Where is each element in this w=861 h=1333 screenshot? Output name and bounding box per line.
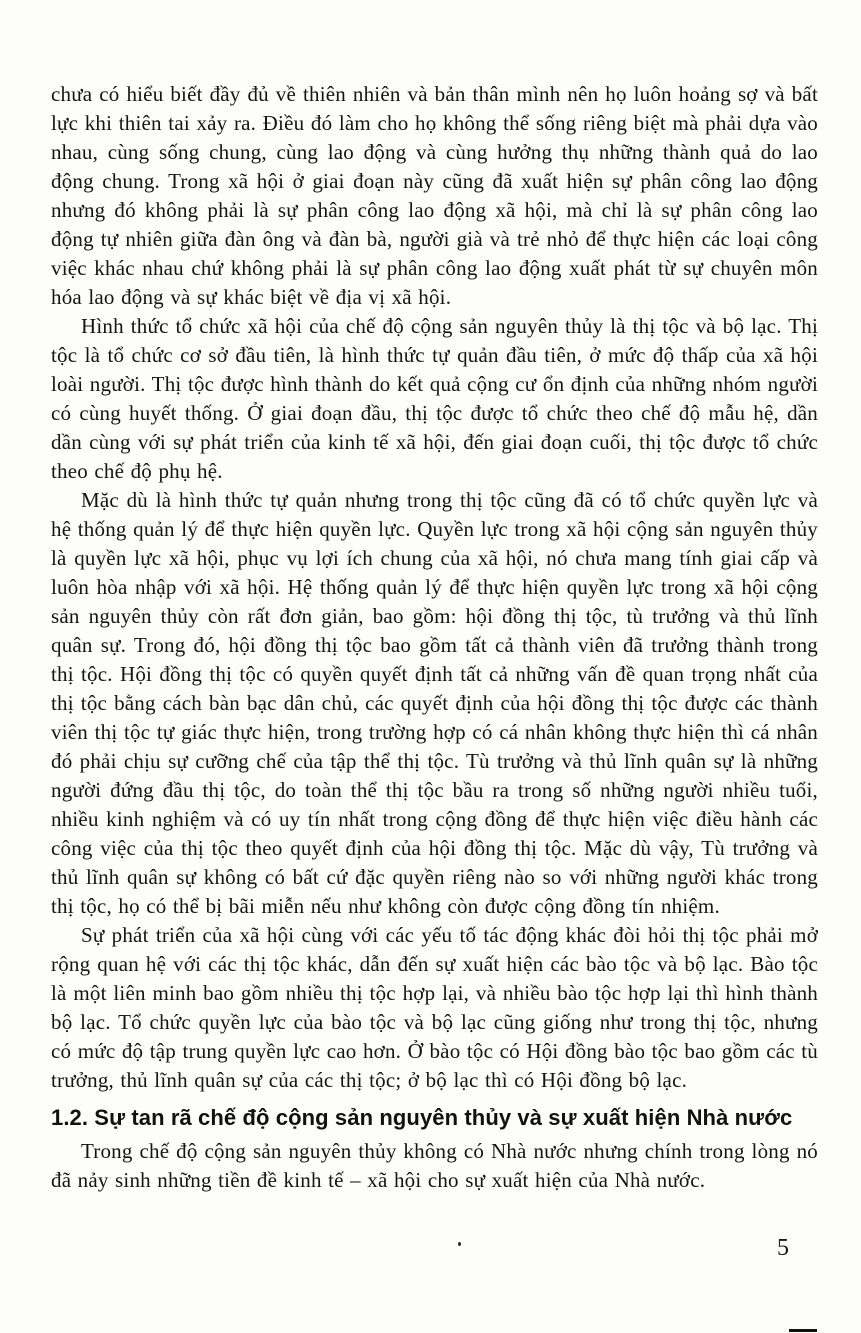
body-paragraph: Hình thức tổ chức xã hội của chế độ cộng sản nguyên thủy là thị tộc và bộ lạc. Thị tộc là tổ chức cơ sở đầu tiên, là hình thức tự quản đầu tiên, ở mức độ thấp của xã hội loài người. Thị tộc được hình thành do kết quả cộng cư ổn định của những nhóm người có cùng huyết thống. Ở giai đoạn đầu, thị tộc được tổ chức theo chế độ mẫu hệ, dần dần cùng với sự phát triển của kinh tế xã hội, đến giai đoạn cuối, thị tộc được tổ chức theo chế độ phụ hệ. xyxy=(51,314,818,483)
body-paragraph: Trong chế độ cộng sản nguyên thủy không có Nhà nước nhưng chính trong lòng nó đã nảy sinh những tiền đề kinh tế – xã hội cho sự xuất hiện của Nhà nước. xyxy=(51,1139,818,1192)
body-paragraph: Sự phát triển của xã hội cùng với các yếu tố tác động khác đòi hỏi thị tộc phải mở rộng quan hệ với các thị tộc khác, dẫn đến sự xuất hiện các bào tộc và bộ lạc. Bào tộc là một liên minh bao gồm nhiều thị tộc hợp lại, và nhiều bào tộc hợp lại thì hình thành bộ lạc. Tổ chức quyền lực của bào tộc và bộ lạc cũng giống như trong thị tộc, nhưng có mức độ tập trung quyền lực cao hơn. Ở bào tộc có Hội đồng bào tộc bao gồm các tù trưởng, thủ lĩnh quân sự của các thị tộc; ở bộ lạc thì có Hội đồng bộ lạc. xyxy=(51,923,818,1092)
page-number: 5 xyxy=(777,1235,789,1261)
body-paragraph: chưa có hiểu biết đầy đủ về thiên nhiên và bản thân mình nên họ luôn hoảng sợ và bất lực khi thiên tai xảy ra. Điều đó làm cho họ không thể sống riêng biệt mà phải dựa vào nhau, cùng sống chung, cùng lao động và cùng hưởng thụ những thành quả do lao động chung. Trong xã hội ở giai đoạn này cũng đã xuất hiện sự phân công lao động nhưng đó không phải là sự phân công lao động xã hội, mà chỉ là sự phân công lao động tự nhiên giữa đàn ông và đàn bà, người già và trẻ nhỏ để thực hiện các loại công việc khác nhau chứ không phải là sự phân công lao động xuất phát từ sự chuyên môn hóa lao động và sự khác biệt về địa vị xã hội. xyxy=(51,82,818,309)
body-paragraph: Mặc dù là hình thức tự quản nhưng trong thị tộc cũng đã có tổ chức quyền lực và hệ thống quản lý để thực hiện quyền lực. Quyền lực trong xã hội cộng sản nguyên thủy là quyền lực xã hội, phục vụ lợi ích chung của xã hội, nó chưa mang tính giai cấp và luôn hòa nhập với xã hội. Hệ thống quản lý để thực hiện quyền lực trong xã hội cộng sản nguyên thủy còn rất đơn giản, bao gồm: hội đồng thị tộc, tù trưởng và thủ lĩnh quân sự. Trong đó, hội đồng thị tộc bao gồm tất cả thành viên đã trưởng thành trong thị tộc. Hội đồng thị tộc có quyền quyết định tất cả những vấn đề quan trọng nhất của thị tộc bằng cách bàn bạc dân chủ, các quyết định của hội đồng thị tộc được các thành viên thị tộc tự giác thực hiện, trong trường hợp có cá nhân không thực hiện thì cá nhân đó phải chịu sự cưỡng chế của tập thể thị tộc. Tù trưởng và thủ lĩnh quân sự là những người đứng đầu thị tộc, do toàn thể thị tộc bầu ra trong số những người nhiều tuổi, nhiều kinh nghiệm và có uy tín nhất trong cộng đồng để thực hiện việc điều hành các công việc của thị tộc theo quyết định của hội đồng thị tộc. Mặc dù vậy, Tù trưởng và thủ lĩnh quân sự không có bất cứ đặc quyền riêng nào so với những người khác trong thị tộc, họ có thể bị bãi miễn nếu như không còn được cộng đồng tín nhiệm. xyxy=(51,488,818,918)
section-heading: 1.2. Sự tan rã chế độ cộng sản nguyên thủy và sự xuất hiện Nhà nước xyxy=(51,1105,793,1130)
scan-speck-artifact xyxy=(458,1242,461,1246)
scan-edge-artifact xyxy=(789,1329,817,1332)
text-block xyxy=(51,80,818,1195)
